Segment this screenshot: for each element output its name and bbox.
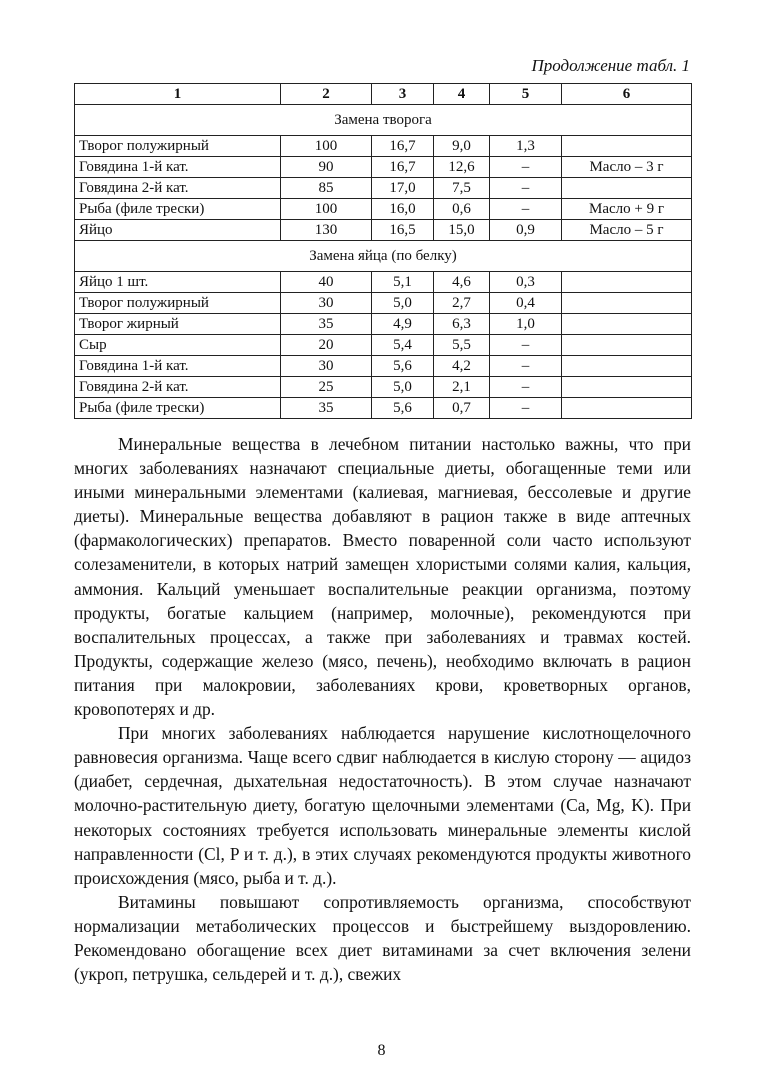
value-cell: 5,5 xyxy=(434,335,490,356)
value-cell: 5,6 xyxy=(372,398,434,419)
header-cell: 5 xyxy=(490,84,562,105)
table-row xyxy=(75,157,692,178)
value-cell: – xyxy=(490,377,562,398)
product-name-cell: Сыр xyxy=(75,335,281,356)
value-cell: 35 xyxy=(281,314,372,335)
section-header-row xyxy=(75,241,692,272)
product-name-cell: Говядина 2-й кат. xyxy=(75,377,281,398)
value-cell: Масло – 3 г xyxy=(562,157,692,178)
value-cell xyxy=(562,272,692,293)
paragraph: Минеральные вещества в лечебном питании настолько важны, что при многих заболеваниях назначают специальные диеты, обогащенные теми или иными минеральными элементами (калиевая, магниевая, бессолевые и другие диеты). Минеральные вещества добавляют в рацион также в виде аптечных (фармакологических) препаратов. Вместо поваренной соли часто используют солезаменители, в которых натрий замещен хлористыми солями калия, кальция, аммония. Кальций уменьшает воспалительные реакции организма, поэтому продукты, богатые кальцием (например, молочные), рекомендуются при воспалительных процессах, а также при заболеваниях и травмах костей. Продукты, содержащие железо (мясо, печень), необходимо включать в рацион питания при малокровии, заболеваниях крови, кроветворных органов, кровопотерях и др. xyxy=(74,434,691,720)
product-name-cell: Говядина 2-й кат. xyxy=(75,178,281,199)
value-cell: 16,7 xyxy=(372,157,434,178)
value-cell: 4,6 xyxy=(434,272,490,293)
product-name-cell: Яйцо xyxy=(75,220,281,241)
value-cell xyxy=(562,335,692,356)
value-cell: 0,7 xyxy=(434,398,490,419)
table-row xyxy=(75,356,692,377)
value-cell: 9,0 xyxy=(434,136,490,157)
product-name-cell: Говядина 1-й кат. xyxy=(75,356,281,377)
value-cell: 16,0 xyxy=(372,199,434,220)
table-caption: Продолжение табл. 1 xyxy=(531,56,690,75)
value-cell: 0,6 xyxy=(434,199,490,220)
value-cell: 1,0 xyxy=(490,314,562,335)
table-row xyxy=(75,220,692,241)
table-row xyxy=(75,314,692,335)
value-cell: – xyxy=(490,335,562,356)
paragraph: Витамины повышают сопротивляемость организма, способствуют нормализации метаболических процессов и быстрейшему выздоровлению. Рекомендовано обогащение всех диет витаминами за счет включения зелени (укроп, петрушка, сельдерей и т. д.), свежих xyxy=(74,891,691,985)
value-cell: 7,5 xyxy=(434,178,490,199)
value-cell: 17,0 xyxy=(372,178,434,199)
value-cell: 5,6 xyxy=(372,356,434,377)
value-cell: 35 xyxy=(281,398,372,419)
value-cell xyxy=(562,178,692,199)
table-row xyxy=(75,335,692,356)
section-title: Замена яйца (по белку) xyxy=(75,241,692,272)
value-cell: 16,7 xyxy=(372,136,434,157)
product-name-cell: Творог полужирный xyxy=(75,293,281,314)
value-cell: 40 xyxy=(281,272,372,293)
value-cell: 85 xyxy=(281,178,372,199)
value-cell: 30 xyxy=(281,356,372,377)
paragraph: При многих заболеваниях наблюдается нарушение кислотнощелочного равновесия организма. Чаще всего сдвиг наблюдается в кислую сторону — ацидоз (диабет, сердечная, дыхательная недостаточность). В этом случае назначают молочно-растительную диету, богатую щелочными элементами (Ca, Mg, K). При некоторых состояниях требуется использовать минеральные элементы кислой направленности (Cl, P и т. д.), в этих случаях рекомендуются продукты животного происхождения (мясо, рыба и т. д.). xyxy=(74,723,691,888)
page-number: 8 xyxy=(377,1042,386,1059)
value-cell: 0,9 xyxy=(490,220,562,241)
header-cell: 1 xyxy=(75,84,281,105)
value-cell: 4,9 xyxy=(372,314,434,335)
value-cell: 15,0 xyxy=(434,220,490,241)
section-header-row xyxy=(75,105,692,136)
value-cell: 100 xyxy=(281,136,372,157)
value-cell: – xyxy=(490,199,562,220)
product-name-cell: Рыба (филе трески) xyxy=(75,398,281,419)
value-cell: 90 xyxy=(281,157,372,178)
table-row xyxy=(75,272,692,293)
header-cell: 3 xyxy=(372,84,434,105)
value-cell: 2,7 xyxy=(434,293,490,314)
product-name-cell: Говядина 1-й кат. xyxy=(75,157,281,178)
product-name-cell: Творог полужирный xyxy=(75,136,281,157)
value-cell: – xyxy=(490,157,562,178)
product-name-cell: Рыба (филе трески) xyxy=(75,199,281,220)
table-row xyxy=(75,178,692,199)
header-cell: 4 xyxy=(434,84,490,105)
product-name-cell: Творог жирный xyxy=(75,314,281,335)
table-row xyxy=(75,199,692,220)
value-cell: 0,3 xyxy=(490,272,562,293)
value-cell: 100 xyxy=(281,199,372,220)
value-cell: Масло + 9 г xyxy=(562,199,692,220)
table-row xyxy=(75,377,692,398)
value-cell: 12,6 xyxy=(434,157,490,178)
value-cell: 5,0 xyxy=(372,377,434,398)
value-cell: 1,3 xyxy=(490,136,562,157)
value-cell: 6,3 xyxy=(434,314,490,335)
value-cell: 0,4 xyxy=(490,293,562,314)
value-cell: 2,1 xyxy=(434,377,490,398)
table-row xyxy=(75,136,692,157)
value-cell xyxy=(562,136,692,157)
value-cell: 30 xyxy=(281,293,372,314)
value-cell xyxy=(562,314,692,335)
value-cell: 16,5 xyxy=(372,220,434,241)
value-cell xyxy=(562,293,692,314)
header-cell: 2 xyxy=(281,84,372,105)
section-title: Замена творога xyxy=(75,105,692,136)
value-cell xyxy=(562,398,692,419)
value-cell: Масло – 5 г xyxy=(562,220,692,241)
value-cell xyxy=(562,377,692,398)
value-cell: – xyxy=(490,356,562,377)
food-substitution-table xyxy=(74,83,692,419)
value-cell: – xyxy=(490,178,562,199)
table-row xyxy=(75,398,692,419)
value-cell: 25 xyxy=(281,377,372,398)
value-cell: 20 xyxy=(281,335,372,356)
value-cell: – xyxy=(490,398,562,419)
body-text xyxy=(74,432,691,986)
table-row xyxy=(75,293,692,314)
value-cell xyxy=(562,356,692,377)
value-cell: 4,2 xyxy=(434,356,490,377)
header-cell: 6 xyxy=(562,84,692,105)
value-cell: 5,0 xyxy=(372,293,434,314)
value-cell: 5,1 xyxy=(372,272,434,293)
product-name-cell: Яйцо 1 шт. xyxy=(75,272,281,293)
value-cell: 130 xyxy=(281,220,372,241)
value-cell: 5,4 xyxy=(372,335,434,356)
table-header-row xyxy=(75,84,692,105)
